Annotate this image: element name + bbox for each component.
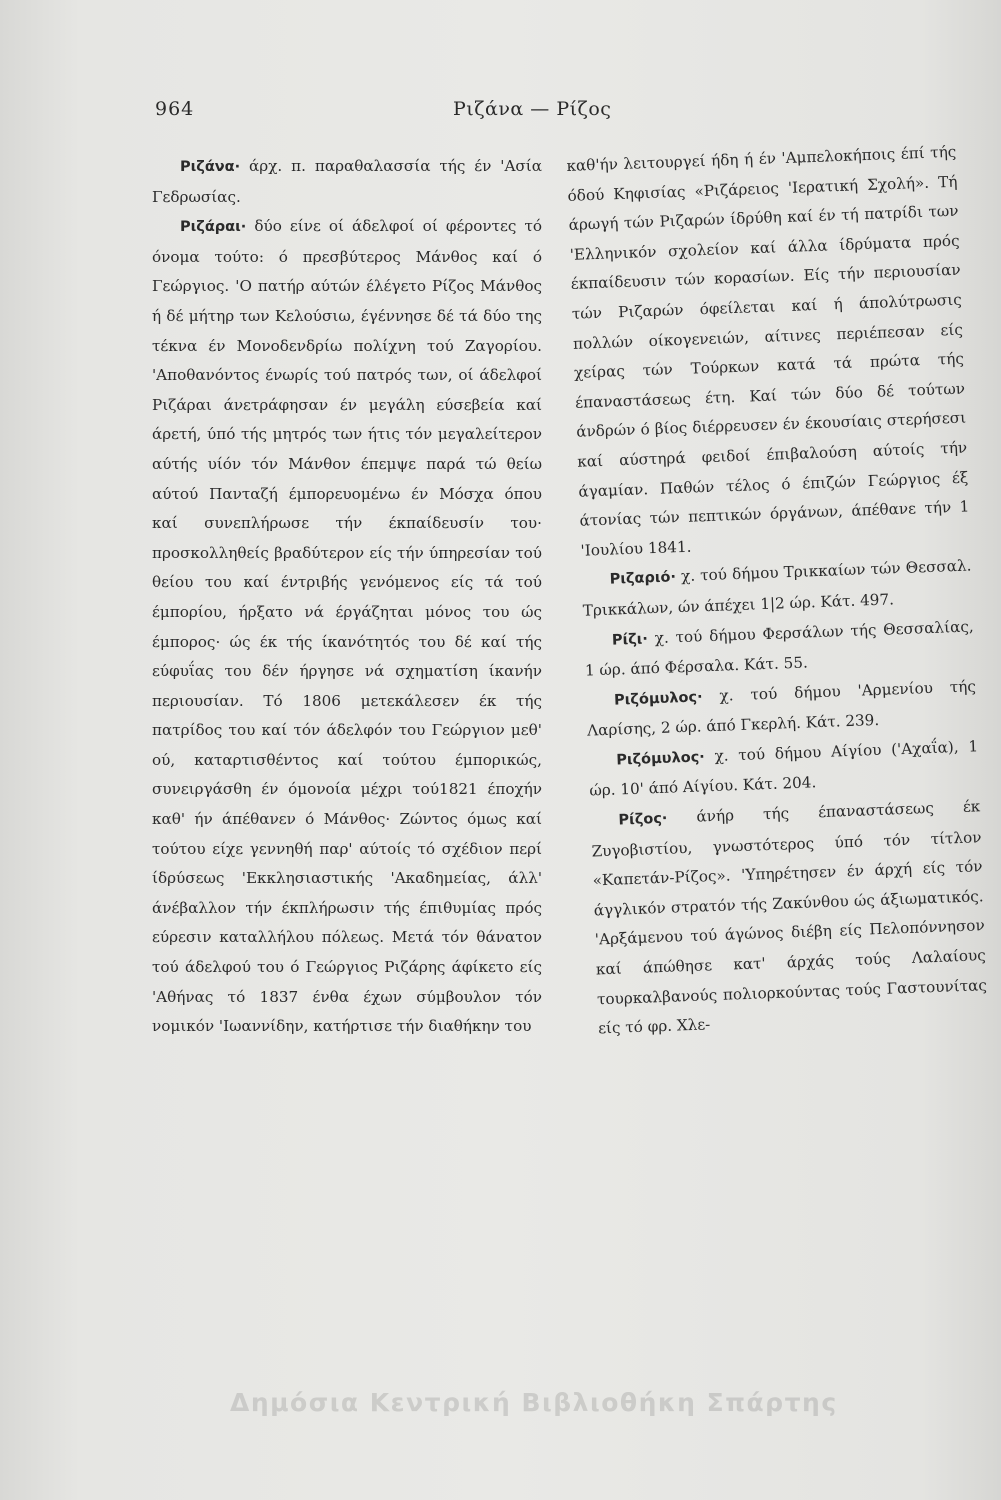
entry-text: άρχ. π. παραθαλασσία τής έν 'Ασία Γεδρωσίας. — [152, 157, 542, 206]
headword: Ριζάνα· — [180, 159, 241, 175]
library-watermark: Δημόσια Κεντρική Βιβλιοθήκη Σπάρτης — [230, 1388, 838, 1417]
entry-rizarai-continued — [566, 138, 971, 566]
headword: Ρίζος· — [618, 810, 668, 829]
entry-text: χ. τού δήμου Φερσάλων τής Θεσσαλίας, 1 ώρ. άπό Φέρσαλα. Κάτ. 55. — [584, 616, 974, 680]
entry-text: καθ'ήν λειτουργεί ήδη ή έν 'Αμπελοκήποις έπί τής όδού Κηφισίας «Ριζάρειος 'Ιερατική Σχολή». Τή άρωγή τών Ριζαρών ίδρύθη καί έν τή πατρίδι των 'Ελληνικόν σχολείον καί άλλα ίδρύματα πρός έκπαίδευσιν τών κορασίων. Είς τήν περιουσίαν τών Ριζαρών όφείλεται καί ή άπολύτρωσις πολλών οίκογενειών, αίτινες περιέπεσαν είς χείρας τών Τούρκων κατά τά πρώτα τής έπαναστάσεως έτη. Καί τών δύο δέ τούτων άνδρών ό βίος διέρρευσεν έν έκουσίαις στερήσεσι καί αύστηρά φειδοί έπιβαλούση αύτοίς τήν άγαμίαν. Παθών τέλος ό έπιζών Γεώργιος έξ άτονίας τών πεπτικών όργάνων, άπέθανε τήν 1 'Ιουλίου 1841. — [566, 142, 970, 560]
page-number: 964 — [155, 98, 195, 120]
entry-text: άνήρ τής έπαναστάσεως έκ Ζυγοβιστίου, γνωστότερος ύπό τόν τίτλον «Καπετάν-Ρίζος». 'Υπηρέτησεν έν άρχή είς τόν άγγλικόν στρατόν τής Ζακύνθου ώς άξιωματικός. 'Αρξάμενου τού άγώνος διέβη είς Πελοπόννησον καί άπώθησε κατ' άρχάς τούς Λαλαίους τουρκαλβανούς πολιορκούντας τούς Γαστουνίτας είς τό φρ. Χλε- — [591, 797, 988, 1038]
entry-text: χ. τού δήμου Τρικκαίων τών Θεσσαλ. Τρικκάλων, ών άπέχει 1|2 ώρ. Κάτ. 497. — [582, 556, 972, 620]
page-header — [0, 98, 1001, 138]
left-column — [152, 152, 542, 1042]
headword: Ριζόμυλος· — [616, 749, 706, 769]
entry-text: δύο είνε οί άδελφοί οί φέροντες τό όνομα τούτο: ό πρεσβύτερος Μάνθος καί ό Γεώργιος. 'Ο πατήρ αύτών έλέγετο Ρίζος Μάνθος ή δέ μήτηρ των Κελούσιω, έγέννησε δέ τά δύο της τέκνα έν Μονοδενδρίω πολίχνη τού Ζαγορίου. 'Αποθανόντος ένωρίς τού πατρός των, οί άδελφοί Ριζάραι άνετράφησαν έν μεγάλη εύσεβεία καί άρετή, ύπό τής μητρός των ήτις τόν μεγαλείτερον αύτής υίόν τόν Μάνθον έπεμψε παρά τώ θείω αύτού Πανταζή έμπορευομένω έν Μόσχα όπου καί συνεπλήρωσε τήν έκπαίδευσίν του· προσκολληθείς βραδύτερον είς τήν ύπηρεσίαν τού θείου του καί έντριβής γενόμενος είς τά τού έμπορίου, ήρξατο νά έργάζηται μόνος του ώς έμπορος· ώς έκ τής ίκανότητός του δέ καί τής εύφυΐας του δέν ήργησε νά σχηματίση ίκανήν περιουσίαν. Τό 1806 μετεκάλεσεν έκ τής πατρίδος του καί τόν άδελφόν του Γεώργιον μεθ' ού, καταρτισθέντος καί τούτου έμπορικώς, συνειργάσθη έν όμονοία μέχρι τού1821 έποχήν καθ' ήν άπέθανεν ό Μάνθος· Ζώντος όμως καί τούτου είχε γεννηθή παρ' αύτοίς τό σχέδιον περί ίδρύσεως 'Εκκλησιαστικής 'Ακαδημείας, άλλ' άνέβαλλον τήν έκπλήρωσιν τής έπιθυμίας πρός εύρεσιν καταλλήλου πόλεως. Μετά τόν θάνατον τού άδελφού του ό Γεώργιος Ριζάρης άφίκετο είς 'Αθήνας τό 1837 ένθα έχων σύμβουλον τόν νομικόν 'Ιωαννίδην, κατήρτισε τήν διαθήκην του — [152, 217, 542, 1036]
headword: Ριζόμυλος· — [613, 689, 703, 709]
headword: Ριζαριό· — [609, 569, 677, 588]
entry-rizana — [152, 152, 542, 212]
right-column — [566, 138, 988, 1045]
headword: Ριζάραι· — [180, 219, 247, 236]
headword: Ρίζι· — [611, 630, 649, 649]
entry-text: χ. τού δήμου 'Αρμενίου τής Λαρίσης, 2 ώρ. άπό Γκερλή. Κάτ. 239. — [586, 677, 977, 740]
entry-rizos — [590, 792, 988, 1044]
entry-text: χ. τού δήμου Αίγίου ('Αχαΐα), 1 ώρ. 10' άπό Αίγίου. Κάτ. 204. — [589, 737, 979, 801]
entry-rizarai — [152, 212, 542, 1042]
running-head: Ριζάνα — Ρίζος — [453, 98, 612, 120]
